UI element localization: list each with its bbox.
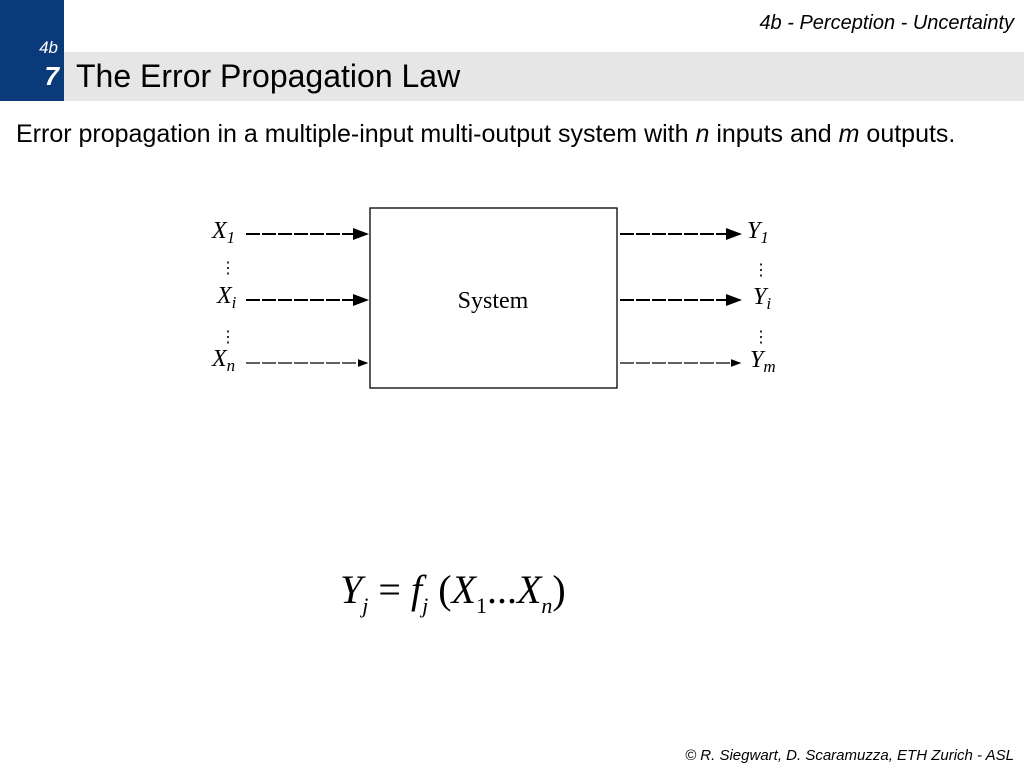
- chapter-box: [0, 0, 64, 101]
- body-text: Error propagation in a multiple-input multi-output system with n inputs and m outputs.: [16, 120, 956, 148]
- output-label-m: $Y_m$: [750, 347, 776, 376]
- system-label: System: [457, 288, 529, 314]
- output-ellipsis-1: ⋮: [753, 262, 769, 279]
- input-label-1: $X_1$: [212, 218, 236, 247]
- output-ellipsis-2: ⋮: [753, 329, 769, 346]
- slide-title: The Error Propagation Law: [76, 58, 461, 94]
- system-diagram: [190, 200, 810, 400]
- m-variable: m: [838, 120, 860, 148]
- input-label-i: $X_i$: [217, 283, 237, 312]
- footer-credit: © R. Siegwart, D. Scaramuzza, ETH Zurich - ASL: [685, 747, 1014, 764]
- input-ellipsis-1: ⋮: [220, 260, 236, 277]
- chapter-label: 4b: [39, 38, 58, 57]
- input-label-n: $X_n$: [212, 346, 236, 375]
- input-ellipsis-2: ⋮: [220, 329, 236, 346]
- output-label-1: $Y_1$: [747, 218, 769, 247]
- propagation-equation: $Y_j = f_j$ $(X_1...X_n)$: [340, 567, 566, 618]
- n-variable: n: [695, 120, 710, 148]
- output-label-i: $Y_i$: [753, 284, 772, 313]
- slide-number: 7: [44, 61, 59, 91]
- course-title: 4b - Perception - Uncertainty: [759, 12, 1014, 34]
